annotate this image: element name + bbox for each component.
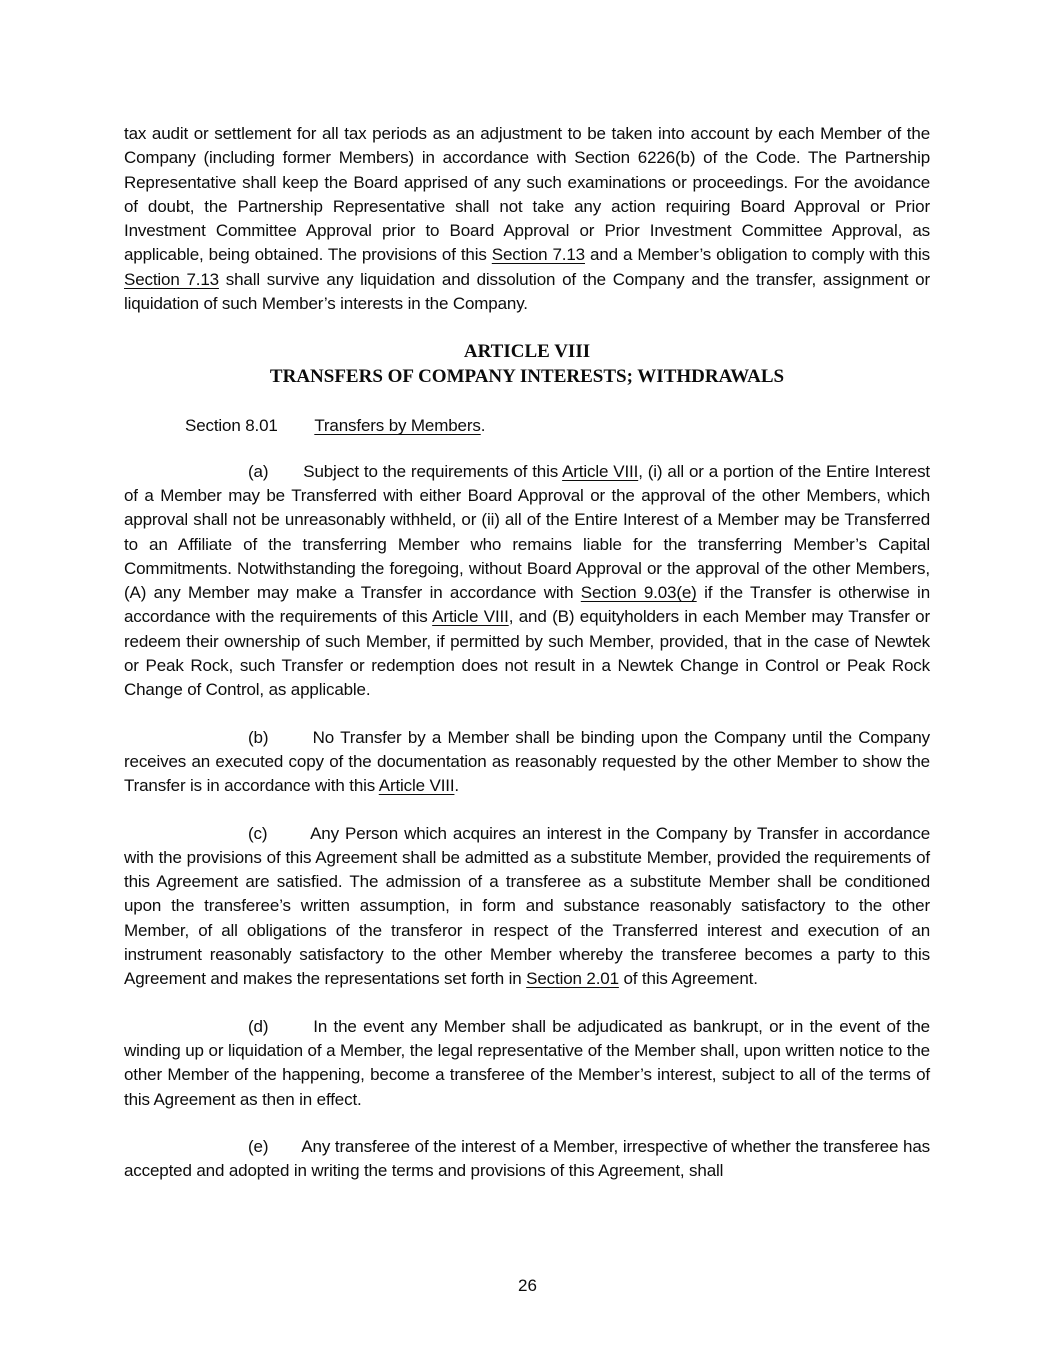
article-subheading: TRANSFERS OF COMPANY INTERESTS; WITHDRAWALS [269,366,785,388]
text-run: , (i) all or a portion of the Entire Interest of a Member may be Transferred with either Board Approval or the approval of the other Members, which approval shall not be unreasonably withheld, or (ii) all of the Entire Interest of a Member may be Transferred to an Affiliate of the transferring Member who remains liable for the transferring Member’s Capital Commitments. Notwithstanding the foregoing, without Board Approval or the approval of the other Members, (A) any Member may make a Transfer in accordance with [124,461,930,603]
text-run: , and (B) equityholders in each Member may Transfer or redeem their ownership of such Member, if permitted by such Member, provided, that in the case of Newtek or Peak Rock, such Transfer or redemption does not result in a Newtek Change in Control or Peak Rock Change of Control, as applicable. [124,607,930,700]
text-run: (c) Any Person which acquires an interest in the Company by Transfer in accordance with the provisions of this Agreement shall be admitted as a substitute Member, provided the requirements of this Agreement are satisfied. The admission of a transferee as a substitute Member shall be conditioned upon the transferee’s written assumption, in form and substance reasonably satisfactory to the other Member, of all obligations of the transferor in respect of the Transferred interest and execution of an instrument reasonably satisfactory to the other Member whereby the transferee becomes a party to this Agreement and makes the representations set forth in [124,823,930,989]
page-number: 26 [518,1276,537,1295]
text-run: shall survive any liquidation and dissolution of the Company and the transfer, assignment or liquidation of such Member’s interests in the Company. [124,269,930,314]
paragraph-a [124,460,930,703]
article-heading: ARTICLE VIII [463,341,591,363]
paragraph-e [124,1135,930,1184]
text-run: . [454,776,459,796]
text-run [278,416,315,435]
cross-reference: Section 7.13 [491,245,585,265]
text-run: if the Transfer is otherwise in accordance with the requirements of this [124,583,930,627]
text-run: (a) Subject to the requirements of this [248,461,563,481]
paragraph-intro [124,122,930,316]
document-content [124,122,930,1206]
text-run: of this Agreement. [618,969,758,989]
paragraph-c [124,822,930,992]
text-run: (d) In the event any Member shall be adjudicated as bankrupt, or in the event of the winding up or liquidation of a Member, the legal representative of the Member shall, upon written notice to the other Member of the happening, become a transferee of the Member’s interest, subject to all of the terms of this Agreement as then in effect. [124,1016,930,1109]
cross-reference: Section 9.03(e) [580,583,697,603]
text-run: . [480,416,486,436]
cross-reference: Article VIII [378,776,455,796]
cross-reference: Article VIII [562,461,639,481]
text-run: tax audit or settlement for all tax periods as an adjustment to be taken into account by each Member of the Company (including former Members) in accordance with Section 6226(b) of the Code. The Partnership Representative shall keep the Board apprised of any such examinations or proceedings. For the avoidance of doubt, the Partnership Representative shall not take any action requiring Board Approval or Prior Investment Committee Approval prior to Board Approval or Prior Investment Committee Approval, as applicable, being obtained. The provisions of this [124,124,930,265]
cross-reference: Section 2.01 [526,969,619,989]
cross-reference: Article VIII [432,607,509,627]
paragraph-d [124,1015,930,1112]
text-run: Section 8.01 [185,416,278,436]
text-run: (b) No Transfer by a Member shall be binding upon the Company until the Company receives an executed copy of the documentation as reasonably requested by the other Member to show the Transfer is in accordance with this [124,727,930,796]
cross-reference: Section 7.13 [124,269,219,289]
section-heading [124,414,930,438]
cross-reference: Transfers by Members [314,416,481,436]
text-run: and a Member’s obligation to comply with this [584,245,930,265]
text-run: (e) Any transferee of the interest of a Member, irrespective of whether the transferee has accepted and adopted in writing the terms and provisions of this Agreement, shall [124,1136,930,1181]
paragraph-b [124,726,930,799]
